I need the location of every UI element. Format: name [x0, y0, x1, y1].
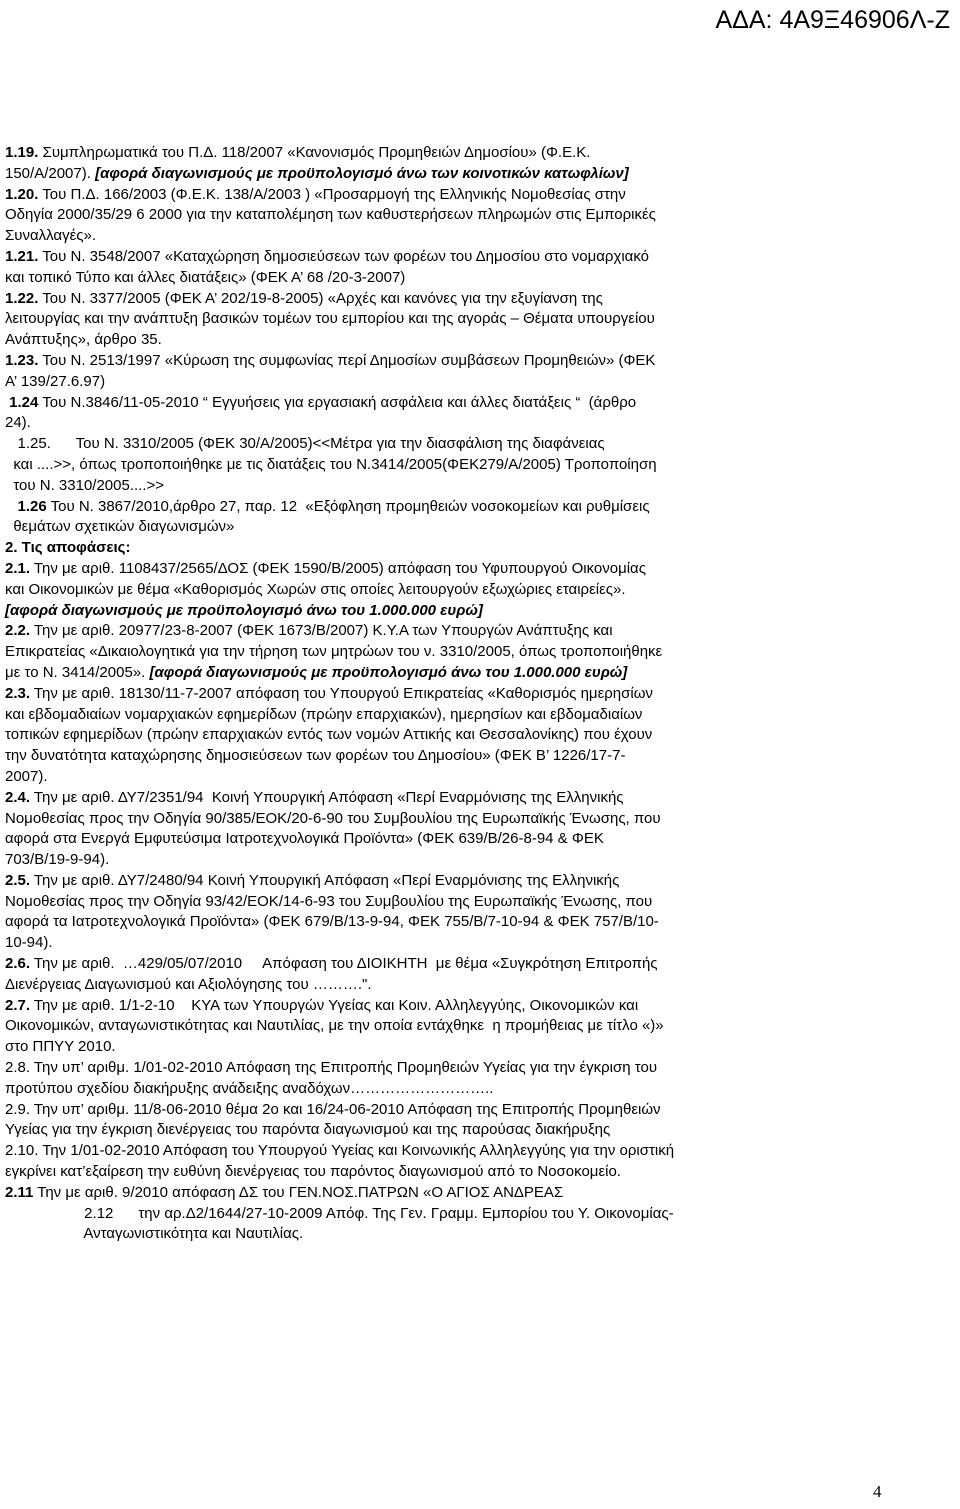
document-line [5, 975, 885, 996]
line-text: με το Ν. 3414/2005». [5, 663, 146, 681]
document-line [5, 996, 885, 1017]
document-line [5, 538, 885, 559]
line-bold-italic-text: [αφορά διαγωνισμούς με προϋπολογισμό άνω του 1.000.000 ευρώ] [5, 601, 483, 619]
line-bold-text: 2.11 [5, 1183, 34, 1201]
ada-code: ΑΔΑ: 4Α9Ξ46906Λ-Ζ [715, 6, 950, 34]
line-text: Νομοθεσίας προς την Οδηγία 90/385/ΕΟΚ/20-6-90 του Συμβουλίου της Ευρωπαϊκής Ένωσης, που [5, 809, 661, 827]
document-line [5, 434, 885, 455]
line-bold-italic-text: [αφορά διαγωνισμούς με προϋπολογισμό άνω του 1.000.000 ευρώ] [145, 663, 628, 681]
document-line [5, 289, 885, 310]
line-text: την δυνατότητα καταχώρησης δημοσιεύσεων των φορέων του Δημοσίου» (ΦΕΚ Β’ 1226/17-7- [5, 747, 626, 765]
line-text: και Οικονομικών με θέμα «Καθορισμός Χωρών στις οποίες λειτουργούν εξωχώριες εταιρείες». [5, 580, 626, 598]
line-text: στο ΠΠΥΥ 2010. [5, 1038, 116, 1056]
document-line [5, 850, 885, 871]
line-bold-text: 2.7. [5, 996, 31, 1014]
line-bold-text: 1.22. [5, 289, 39, 307]
line-text: Την με αριθ. …429/05/07/2010 Απόφαση του ΔΙΟΙΚΗΤΗ με θέμα «Συγκρότηση Επιτροπής [30, 955, 658, 973]
document-line [5, 601, 885, 622]
document-line [5, 1141, 885, 1162]
line-bold-italic-text: [αφορά διαγωνισμούς με προϋπολογισμό άνω των κοινοτικών κατωφλίων] [90, 164, 629, 182]
document-line [5, 621, 885, 642]
line-bold-text: 2. Τις αποφάσεις: [5, 539, 131, 557]
document-line [5, 746, 885, 767]
line-text: αφορά στα Ενεργά Εμφυτεύσιμα Ιατροτεχνολογικά Προϊόντα» (ΦΕΚ 639/Β/26-8-94 & ΦΕΚ [5, 830, 604, 848]
document-line [5, 413, 885, 434]
document-line [5, 517, 885, 538]
line-text: Την με αριθ. 18130/11-7-2007 απόφαση του Υπουργού Επικρατείας «Καθορισμός ημερησίων [30, 684, 653, 702]
document-body [5, 143, 885, 1245]
document-line [5, 164, 885, 185]
line-text: 1.25. Του Ν. 3310/2005 (ΦΕΚ 30/Α/2005)<<Μέτρα για την διασφάλιση της διαφάνειας [5, 435, 605, 453]
document-line [5, 642, 885, 663]
line-text: εγκρίνει κατ’εξαίρεση την ευθύνη διενέργειας του παρόντος διαγωνισμού από το Νοσοκομείο. [5, 1163, 621, 1181]
document-line [5, 1120, 885, 1141]
document-line [5, 912, 885, 933]
line-bold-text: 1.20. [5, 185, 39, 203]
document-line [5, 1037, 885, 1058]
line-bold-text: 2.4. [5, 788, 31, 806]
line-text: Συναλλαγές». [5, 227, 97, 245]
line-text: 2.9. Την υπ’ αριθμ. 11/8-06-2010 θέμα 2ο και 16/24-06-2010 Απόφαση της Επιτροπής Προμηθειών [5, 1100, 661, 1118]
line-text: 2.8. Την υπ’ αριθμ. 1/01-02-2010 Απόφαση της Επιτροπής Προμηθειών Υγείας για την έγκριση του [5, 1059, 658, 1077]
document-line [5, 892, 885, 913]
document-line [5, 1162, 885, 1183]
document-line [5, 393, 885, 414]
line-bold-text: 2.2. [5, 622, 31, 640]
document-line [5, 1016, 885, 1037]
document-line [5, 767, 885, 788]
document-line [5, 829, 885, 850]
document-line [5, 1204, 885, 1225]
line-text: Συμπληρωματικά του Π.Δ. 118/2007 «Κανονισμός Προμηθειών Δημοσίου» (Φ.Ε.Κ. [38, 144, 591, 161]
line-text: αφορά τα Ιατροτεχνολογικά Προϊόντα» (ΦΕΚ 679/Β/13-9-94, ΦΕΚ 755/Β/7-10-94 & ΦΕΚ 757/Β/10- [5, 913, 659, 931]
line-text: 2.10. Την 1/01-02-2010 Απόφαση του Υπουργού Υγείας και Κοινωνικής Αλληλεγγύης για την οριστική [5, 1142, 675, 1160]
line-text: 24). [5, 414, 31, 432]
line-bold-text: 2.6. [5, 955, 31, 973]
document-line [5, 351, 885, 372]
document-line [5, 247, 885, 268]
line-text: Την με αριθ. 20977/23-8-2007 (ΦΕΚ 1673/Β/2007) Κ.Υ.Α των Υπουργών Ανάπτυξης και [30, 622, 613, 640]
line-bold-text: 1.19. [5, 144, 39, 161]
document-line [5, 663, 885, 684]
line-text: Του Ν. 3377/2005 (ΦΕΚ Α’ 202/19-8-2005) «Αρχές και κανόνες για την εξυγίανση της [38, 289, 603, 307]
line-text: Την με αριθ. 9/2010 απόφαση ΔΣ του ΓΕΝ.ΝΟΣ.ΠΑΤΡΩΝ «Ο ΑΓΙΟΣ ΑΝΔΡΕΑΣ [33, 1183, 564, 1201]
document-line [5, 205, 885, 226]
line-text: Του Π.Δ. 166/2003 (Φ.Ε.Κ. 138/Α/2003 ) «Προσαρμογή της Ελληνικής Νομοθεσίας στην [38, 185, 626, 203]
document-line [5, 1079, 885, 1100]
line-text: Ανταγωνιστικότητα και Ναυτιλίας. [5, 1225, 304, 1243]
document-line [5, 476, 885, 497]
line-bold-text: 2.5. [5, 871, 31, 889]
document-line [5, 497, 885, 518]
line-text: Την με αριθ. ΔΥ7/2351/94 Κοινή Υπουργική Απόφαση «Περί Εναρμόνισης της Ελληνικής [30, 788, 624, 806]
document-line [5, 1224, 885, 1245]
line-bold-text: 1.24 [5, 393, 39, 411]
line-text: 150/Α/2007). [5, 164, 91, 182]
line-text: Του Ν. 3548/2007 «Καταχώρηση δημοσιεύσεων των φορέων του Δημοσίου στο νομαρχιακό [38, 247, 649, 265]
line-text: 703/Β/19-9-94). [5, 851, 110, 869]
line-bold-text: 1.21. [5, 247, 39, 265]
line-text: Νομοθεσίας προς την Οδηγία 93/42/ΕΟΚ/14-6-93 του Συμβουλίου της Ευρωπαϊκής Ένωσης, που [5, 892, 653, 910]
line-text: 2.12 την αρ.Δ2/1644/27-10-2009 Απόφ. Της Γεν. Γραμμ. Εμπορίου του Υ. Οικονομίας- [5, 1204, 674, 1222]
line-text: και ....>>, όπως τροποποιήθηκε με τις διατάξεις του Ν.3414/2005(ΦΕΚ279/Α/2005) Τροποποίηση [5, 455, 657, 473]
line-text: του Ν. 3310/2005....>> [5, 476, 165, 494]
line-text: λειτουργίας και την ανάπτυξη βασικών τομέων του εμπορίου και της αγοράς – Θέματα υπουργείου [5, 310, 655, 328]
document-line [5, 580, 885, 601]
line-text: Διενέργειας Διαγωνισμού και Αξιολόγησης του ……….". [5, 975, 372, 993]
document-line [5, 268, 885, 289]
document-line [5, 725, 885, 746]
line-bold-text: 1.23. [5, 351, 39, 369]
line-text: 10-94). [5, 934, 53, 952]
line-text: Του Ν. 3867/2010,άρθρο 27, παρ. 12 «Εξόφληση προμηθειών νοσοκομείων και ρυθμίσεις [46, 497, 650, 515]
document-line [5, 1100, 885, 1121]
document-line [5, 1058, 885, 1079]
document-line [5, 705, 885, 726]
line-bold-text: 2.3. [5, 684, 31, 702]
line-text: Την με αριθ. ΔΥ7/2480/94 Κοινή Υπουργική Απόφαση «Περί Εναρμόνισης της Ελληνικής [30, 871, 620, 889]
line-text: Ανάπτυξης», άρθρο 35. [5, 331, 162, 349]
line-text: Οδηγία 2000/35/29 6 2000 για την καταπολέμηση των καθυστερήσεων πληρωμών στις Εμπορικές [5, 206, 656, 224]
document-line [5, 788, 885, 809]
document-line [5, 871, 885, 892]
line-text: και τοπικό Τύπο και άλλες διατάξεις» (ΦΕΚ Α’ 68 /20-3-2007) [5, 268, 406, 286]
line-text: Α’ 139/27.6.97) [5, 372, 106, 390]
line-bold-text: 2.1. [5, 559, 31, 577]
line-text: Υγείας για την έγκριση διενέργειας του παρόντα διαγωνισμού και της παρούσας διακήρυξης [5, 1121, 611, 1139]
line-text: θεμάτων σχετικών διαγωνισμών» [5, 518, 235, 536]
document-line [5, 809, 885, 830]
line-text: προτύπου σχεδίου διακήρυξης ανάδειξης αναδόχων……………………….. [5, 1079, 494, 1097]
document-line [5, 372, 885, 393]
line-text: Του Ν.3846/11-05-2010 “ Εγγυήσεις για εργασιακή ασφάλεια και άλλες διατάξεις “ (άρθρο [38, 393, 637, 411]
line-text: και εβδομαδιαίων νομαρχιακών εφημερίδων (πρώην επαρχιακών), ημερησίων και εβδομαδιαίων [5, 705, 643, 723]
document-line [5, 226, 885, 247]
line-text: Του Ν. 2513/1997 «Κύρωση της συμφωνίας περί Δημοσίων συμβάσεων Προμηθειών» (ΦΕΚ [38, 351, 656, 369]
page-number: 4 [873, 1482, 882, 1501]
document-line [5, 933, 885, 954]
document-line [5, 185, 885, 206]
line-text: Την με αριθ. 1/1-2-10 ΚΥΑ των Υπουργών Υγείας και Κοιν. Αλληλεγγύης, Οικονομικών και [30, 996, 639, 1014]
document-line [5, 330, 885, 351]
document-line [5, 455, 885, 476]
line-text: τοπικών εφημερίδων (πρώην επαρχιακών εντός των νομών Αττικής και Θεσσαλονίκης) που έχουν [5, 726, 653, 744]
document-line [5, 684, 885, 705]
line-text: Την με αριθ. 1108437/2565/ΔΟΣ (ΦΕΚ 1590/Β/2005) απόφαση του Υφυπουργού Οικονομίας [30, 559, 646, 577]
line-text: Επικρατείας «Δικαιολογητικά για την τήρηση των μητρώων του ν. 3310/2005, όπως τροποποιήθηκε [5, 643, 663, 661]
document-line [5, 143, 885, 164]
document-line [5, 954, 885, 975]
line-text: Οικονομικών, ανταγωνιστικότητας και Ναυτιλίας, με την οποία εντάχθηκε η προμήθειας με τίτλο «)» [5, 1017, 664, 1035]
line-bold-text: 1.26 [5, 497, 47, 515]
document-line [5, 1183, 885, 1204]
document-line [5, 559, 885, 580]
document-line [5, 309, 885, 330]
line-text: 2007). [5, 767, 48, 785]
